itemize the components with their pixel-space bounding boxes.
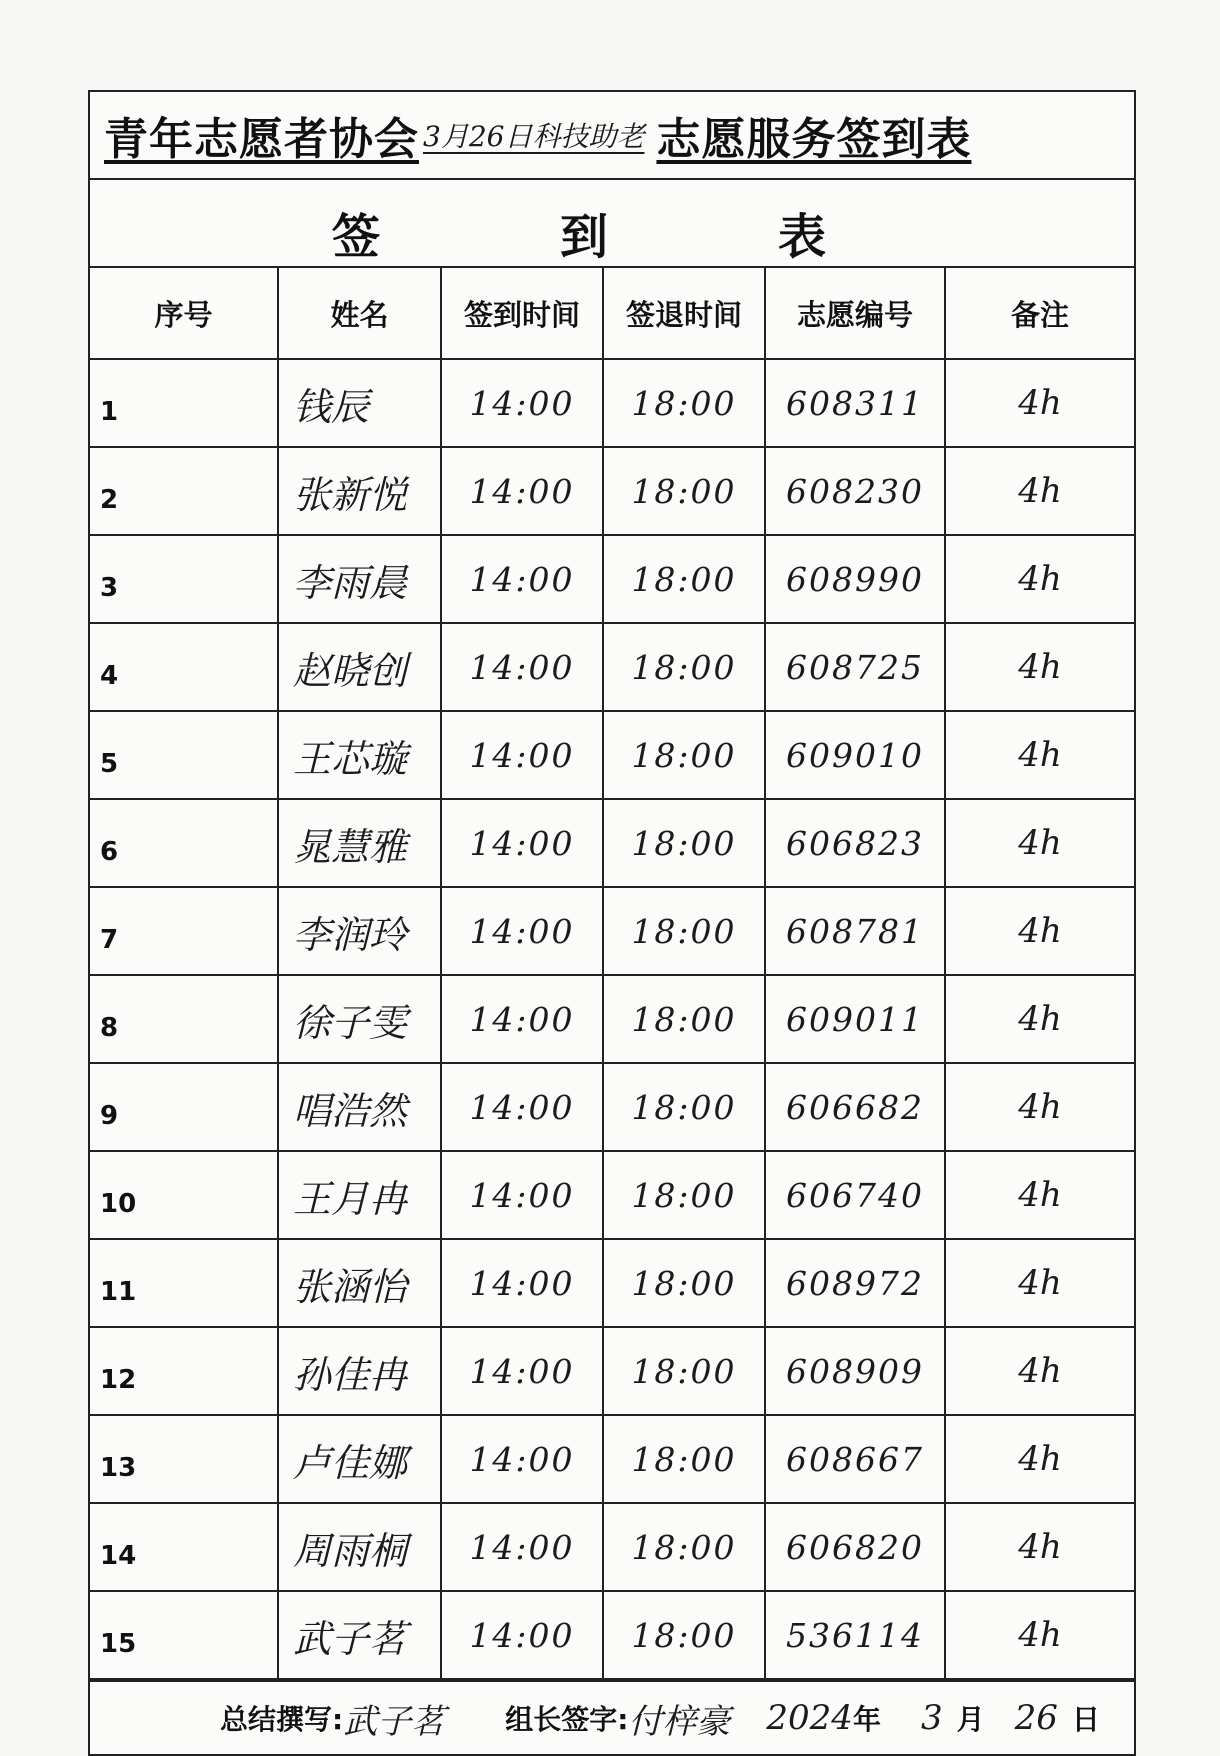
table-row <box>90 359 1134 447</box>
volunteer-name: 李润玲 <box>278 887 441 975</box>
row-seq: 7 <box>90 887 278 975</box>
checkin-time: 14:00 <box>441 359 603 447</box>
checkout-time: 18:00 <box>603 711 765 799</box>
checkin-time: 14:00 <box>441 1151 603 1239</box>
row-seq: 4 <box>90 623 278 711</box>
checkin-time: 14:00 <box>441 1415 603 1503</box>
leader-label: 组长签字: <box>505 1703 629 1736</box>
volunteer-name: 李雨晨 <box>278 535 441 623</box>
checkout-time: 18:00 <box>603 1503 765 1591</box>
checkin-time: 14:00 <box>441 711 603 799</box>
row-note: 4h <box>945 1503 1134 1591</box>
checkout-time: 18:00 <box>603 535 765 623</box>
subtitle-char: 签 <box>332 209 381 265</box>
volunteer-name: 晁慧雅 <box>278 799 441 887</box>
volunteer-name: 武子茗 <box>278 1591 441 1679</box>
checkin-time: 14:00 <box>441 1591 603 1679</box>
table-row <box>90 1151 1134 1239</box>
checkout-time: 18:00 <box>603 1591 765 1679</box>
table-row <box>90 535 1134 623</box>
volunteer-id: 608230 <box>765 447 945 535</box>
table-row <box>90 1415 1134 1503</box>
checkout-time: 18:00 <box>603 1063 765 1151</box>
column-header-note: 备注 <box>945 268 1134 359</box>
row-note: 4h <box>945 887 1134 975</box>
checkout-time: 18:00 <box>603 887 765 975</box>
row-seq: 15 <box>90 1591 278 1679</box>
checkout-time: 18:00 <box>603 359 765 447</box>
volunteer-id: 608781 <box>765 887 945 975</box>
row-note: 4h <box>945 1063 1134 1151</box>
column-header-volunteer-id: 志愿编号 <box>765 268 945 359</box>
volunteer-id: 536114 <box>765 1591 945 1679</box>
volunteer-name: 王芯璇 <box>278 711 441 799</box>
volunteer-id: 609011 <box>765 975 945 1063</box>
checkout-time: 18:00 <box>603 799 765 887</box>
column-header-checkin: 签到时间 <box>441 268 603 359</box>
volunteer-id: 608909 <box>765 1327 945 1415</box>
volunteer-id: 606820 <box>765 1503 945 1591</box>
row-note: 4h <box>945 975 1134 1063</box>
checkout-time: 18:00 <box>603 1239 765 1327</box>
volunteer-id: 609010 <box>765 711 945 799</box>
row-note: 4h <box>945 1591 1134 1679</box>
checkin-time: 14:00 <box>441 623 603 711</box>
subtitle-char: 表 <box>778 209 827 265</box>
date-month-label: 月 <box>956 1703 985 1736</box>
column-header-seq: 序号 <box>90 268 278 359</box>
checkout-time: 18:00 <box>603 447 765 535</box>
checkin-time: 14:00 <box>441 887 603 975</box>
table-row <box>90 1503 1134 1591</box>
table-row <box>90 623 1134 711</box>
volunteer-id: 606823 <box>765 799 945 887</box>
checkin-time: 14:00 <box>441 1327 603 1415</box>
table-row <box>90 447 1134 535</box>
leader-signature: 付梓豪 <box>628 1701 731 1742</box>
volunteer-name: 张新悦 <box>278 447 441 535</box>
row-note: 4h <box>945 711 1134 799</box>
checkin-time: 14:00 <box>441 1239 603 1327</box>
table-header-row <box>90 268 1134 359</box>
checkout-time: 18:00 <box>603 1151 765 1239</box>
table-row <box>90 1591 1134 1679</box>
volunteer-name: 徐子雯 <box>278 975 441 1063</box>
volunteer-name: 赵晓创 <box>278 623 441 711</box>
volunteer-name: 孙佳冉 <box>278 1327 441 1415</box>
volunteer-id: 608990 <box>765 535 945 623</box>
sign-in-sheet <box>88 90 1136 1756</box>
volunteer-name: 张涵怡 <box>278 1239 441 1327</box>
row-seq: 11 <box>90 1239 278 1327</box>
row-note: 4h <box>945 447 1134 535</box>
checkin-time: 14:00 <box>441 975 603 1063</box>
table-row <box>90 799 1134 887</box>
volunteer-id: 608667 <box>765 1415 945 1503</box>
table-row <box>90 887 1134 975</box>
row-note: 4h <box>945 1239 1134 1327</box>
subtitle-char: 到 <box>560 209 609 265</box>
volunteer-name: 唱浩然 <box>278 1063 441 1151</box>
row-note: 4h <box>945 535 1134 623</box>
volunteer-name: 卢佳娜 <box>278 1415 441 1503</box>
checkin-time: 14:00 <box>441 799 603 887</box>
sheet-title <box>90 92 1134 180</box>
title-form-name: 志愿服务签到表 <box>656 114 972 165</box>
row-seq: 9 <box>90 1063 278 1151</box>
checkin-time: 14:00 <box>441 1503 603 1591</box>
volunteer-name: 王月冉 <box>278 1151 441 1239</box>
row-seq: 8 <box>90 975 278 1063</box>
checkin-time: 14:00 <box>441 535 603 623</box>
column-header-checkout: 签退时间 <box>603 268 765 359</box>
checkin-time: 14:00 <box>441 447 603 535</box>
date-day-label: 日 <box>1071 1703 1100 1736</box>
table-row <box>90 1327 1134 1415</box>
volunteer-id: 608725 <box>765 623 945 711</box>
table-row <box>90 1063 1134 1151</box>
row-seq: 6 <box>90 799 278 887</box>
row-note: 4h <box>945 623 1134 711</box>
sheet-footer <box>90 1680 1134 1754</box>
checkout-time: 18:00 <box>603 975 765 1063</box>
date-year: 2024 <box>766 1698 853 1738</box>
title-event-handwritten: 3月26日科技助老 <box>423 120 645 153</box>
attendance-table <box>90 268 1134 1680</box>
table-row <box>90 975 1134 1063</box>
volunteer-name: 钱辰 <box>278 359 441 447</box>
row-seq: 10 <box>90 1151 278 1239</box>
column-header-name: 姓名 <box>278 268 441 359</box>
row-seq: 3 <box>90 535 278 623</box>
row-note: 4h <box>945 799 1134 887</box>
date-year-label: 年 <box>852 1703 881 1736</box>
date-day: 26 <box>1014 1698 1058 1738</box>
table-row <box>90 711 1134 799</box>
row-seq: 2 <box>90 447 278 535</box>
checkout-time: 18:00 <box>603 1415 765 1503</box>
row-note: 4h <box>945 1327 1134 1415</box>
row-seq: 14 <box>90 1503 278 1591</box>
volunteer-name: 周雨桐 <box>278 1503 441 1591</box>
summary-signature: 武子茗 <box>343 1701 446 1742</box>
volunteer-id: 608311 <box>765 359 945 447</box>
volunteer-id: 606682 <box>765 1063 945 1151</box>
subtitle <box>90 180 1134 268</box>
title-org: 青年志愿者协会 <box>104 114 419 165</box>
row-seq: 13 <box>90 1415 278 1503</box>
checkout-time: 18:00 <box>603 1327 765 1415</box>
volunteer-id: 608972 <box>765 1239 945 1327</box>
row-seq: 1 <box>90 359 278 447</box>
summary-label: 总结撰写: <box>220 1703 344 1736</box>
row-note: 4h <box>945 1415 1134 1503</box>
row-seq: 5 <box>90 711 278 799</box>
row-note: 4h <box>945 1151 1134 1239</box>
checkin-time: 14:00 <box>441 1063 603 1151</box>
volunteer-id: 606740 <box>765 1151 945 1239</box>
checkout-time: 18:00 <box>603 623 765 711</box>
date-month: 3 <box>920 1698 943 1738</box>
table-row <box>90 1239 1134 1327</box>
row-note: 4h <box>945 359 1134 447</box>
row-seq: 12 <box>90 1327 278 1415</box>
